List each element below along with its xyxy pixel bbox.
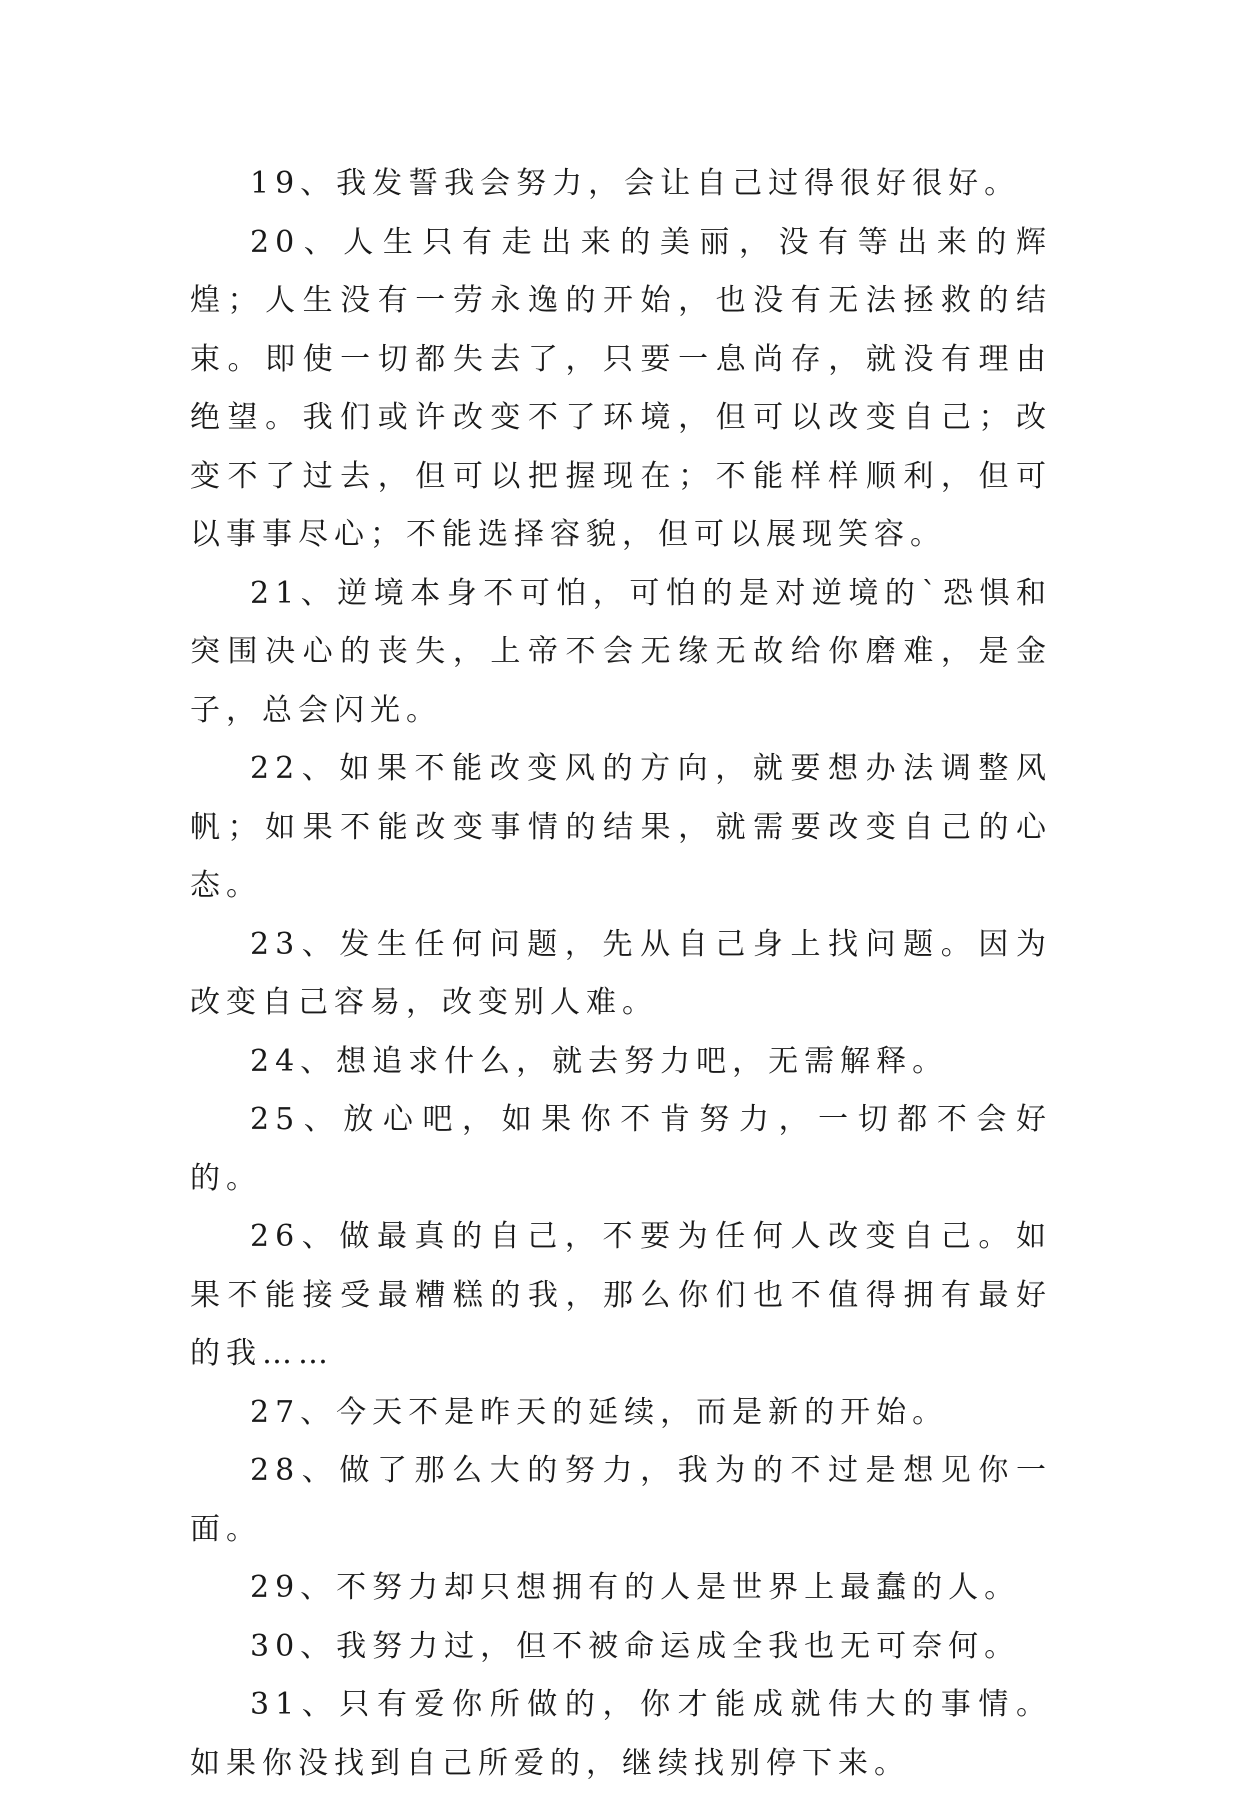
paragraph-28: 28、做了那么大的努力，我为的不过是想见你一面。	[190, 1453, 1052, 1547]
paragraph-19: 19、我发誓我会努力，会让自己过得很好很好。	[250, 166, 1021, 201]
paragraph-23: 23、发生任何问题，先从自己身上找问题。因为改变自己容易，改变别人难。	[190, 926, 1052, 1020]
paragraph-24: 24、想追求什么，就去努力吧，无需解释。	[250, 1043, 949, 1079]
paragraph-31: 31、只有爱你所做的，你才能成就伟大的事情。如果你没找到自己所爱的，继续找别停下来。	[190, 1687, 1052, 1781]
paragraph-29: 29、不努力却只想拥有的人是世界上最蠢的人。	[250, 1570, 1021, 1605]
document-body	[190, 155, 1052, 1793]
paragraph-22: 22、如果不能改变风的方向，就要想办法调整风帆；如果不能改变事情的结果，就需要改变自己的心态。	[190, 751, 1052, 903]
paragraph-20: 20、人生只有走出来的美丽，没有等出来的辉煌；人生没有一劳永逸的开始，也没有无法拯救的结束。即使一切都失去了，只要一息尚存，就没有理由绝望。我们或许改变不了环境，但可以改变自己；改变不了过去，但可以把握现在；不能样样顺利，但可以事事尽心；不能选择容貌，但可以展现笑容。	[190, 224, 1052, 552]
paragraph-21: 21、逆境本身不可怕，可怕的是对逆境的`恐惧和突围决心的丧失，上帝不会无缘无故给你磨难，是金子，总会闪光。	[190, 575, 1052, 728]
paragraph-27: 27、今天不是昨天的延续，而是新的开始。	[250, 1394, 949, 1430]
paragraph-30: 30、我努力过，但不被命运成全我也无可奈何。	[250, 1628, 1021, 1664]
paragraph-25: 25、放心吧，如果你不肯努力，一切都不会好的。	[190, 1102, 1052, 1196]
paragraph-26: 26、做最真的自己，不要为任何人改变自己。如果不能接受最糟糕的我，那么你们也不值得拥有最好的我……	[190, 1219, 1052, 1371]
